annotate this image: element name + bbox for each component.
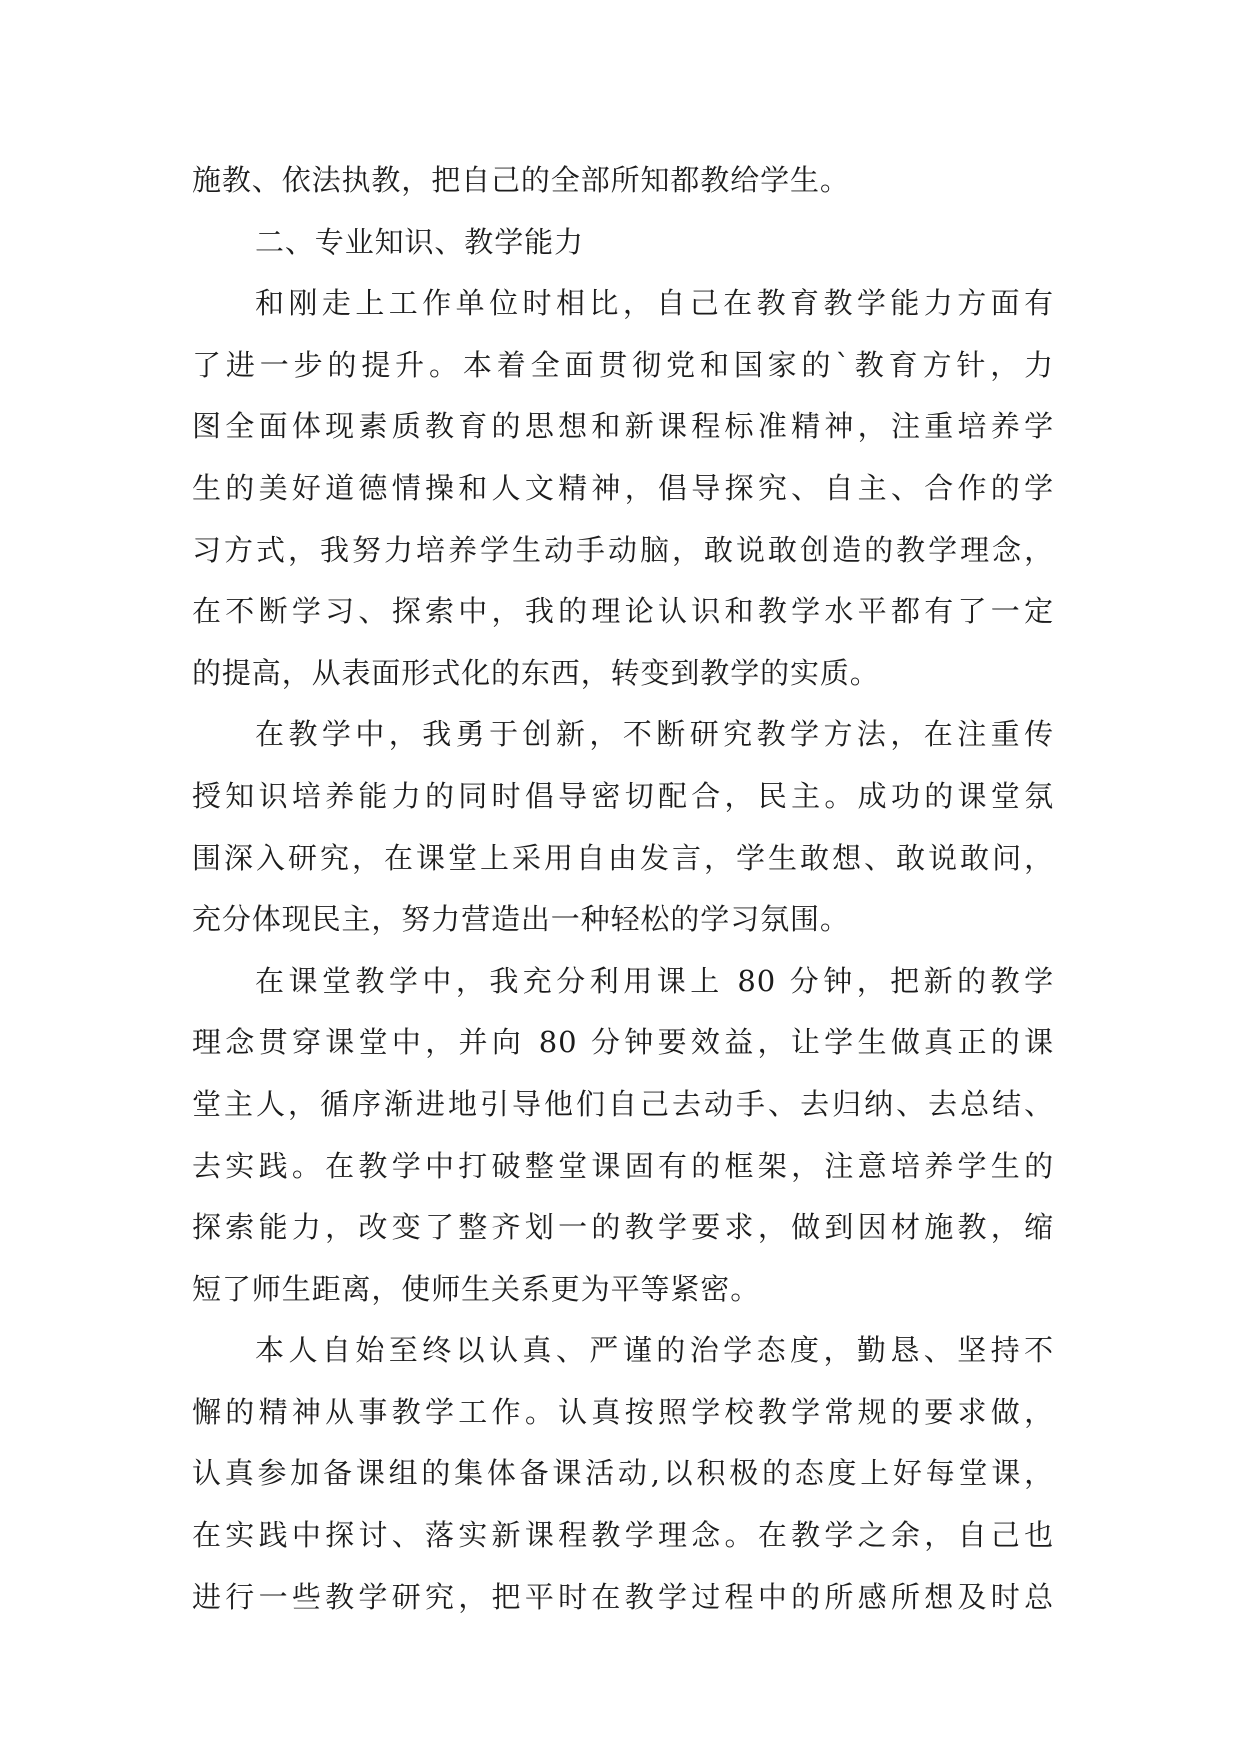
text-line: 在教学中，我勇于创新，不断研究教学方法，在注重传 — [255, 717, 1054, 752]
text-line: 施教、依法执教，把自己的全部所知都教给学生。 — [192, 163, 850, 197]
text-line: 在不断学习、探索中，我的理论认识和教学水平都有了一定 — [192, 594, 1054, 629]
text-line: 和刚走上工作单位时相比，自己在教育教学能力方面有 — [255, 286, 1054, 321]
text-line: 懈的精神从事教学工作。认真按照学校教学常规的要求做， — [192, 1394, 1054, 1429]
text-line: 本人自始至终以认真、严谨的治学态度，勤恳、坚持不 — [255, 1333, 1054, 1368]
text-line: 在课堂教学中，我充分利用课上 80 分钟，把新的教学 — [255, 963, 1054, 998]
text-line: 习方式，我努力培养学生动手动脑，敢说敢创造的教学理念， — [192, 532, 1054, 567]
text-line: 理念贯穿课堂中，并向 80 分钟要效益，让学生做真正的课 — [192, 1025, 1054, 1060]
text-line: 短了师生距离，使师生关系更为平等紧密。 — [192, 1271, 761, 1306]
text-line: 充分体现民主，努力营造出一种轻松的学习氛围。 — [192, 902, 850, 937]
text-line: 围深入研究，在课堂上采用自由发言，学生敢想、敢说敢问， — [192, 840, 1054, 875]
text-line: 进行一些教学研究，把平时在教学过程中的所感所想及时总 — [192, 1579, 1054, 1614]
text-line: 授知识培养能力的同时倡导密切配合，民主。成功的课堂氛 — [192, 778, 1054, 813]
body-text — [192, 150, 1054, 1628]
text-line: 认真参加备课组的集体备课活动,以积极的态度上好每堂课， — [192, 1456, 1054, 1491]
text-line: 去实践。在教学中打破整堂课固有的框架，注意培养学生的 — [192, 1148, 1054, 1183]
text-line: 探索能力，改变了整齐划一的教学要求，做到因材施教，缩 — [192, 1210, 1054, 1245]
text-line: 在实践中探讨、落实新课程教学理念。在教学之余，自己也 — [192, 1518, 1054, 1553]
section-heading: 二、专业知识、教学能力 — [255, 224, 584, 259]
text-line: 堂主人，循序渐进地引导他们自己去动手、去归纳、去总结、 — [192, 1086, 1054, 1121]
text-line: 图全面体现素质教育的思想和新课程标准精神，注重培养学 — [192, 409, 1054, 444]
text-line: 了进一步的提升。本着全面贯彻党和国家的`教育方针，力 — [192, 347, 1054, 382]
text-line: 的提高，从表面形式化的东西，转变到教学的实质。 — [192, 655, 880, 690]
text-line: 生的美好道德情操和人文精神，倡导探究、自主、合作的学 — [192, 470, 1054, 505]
